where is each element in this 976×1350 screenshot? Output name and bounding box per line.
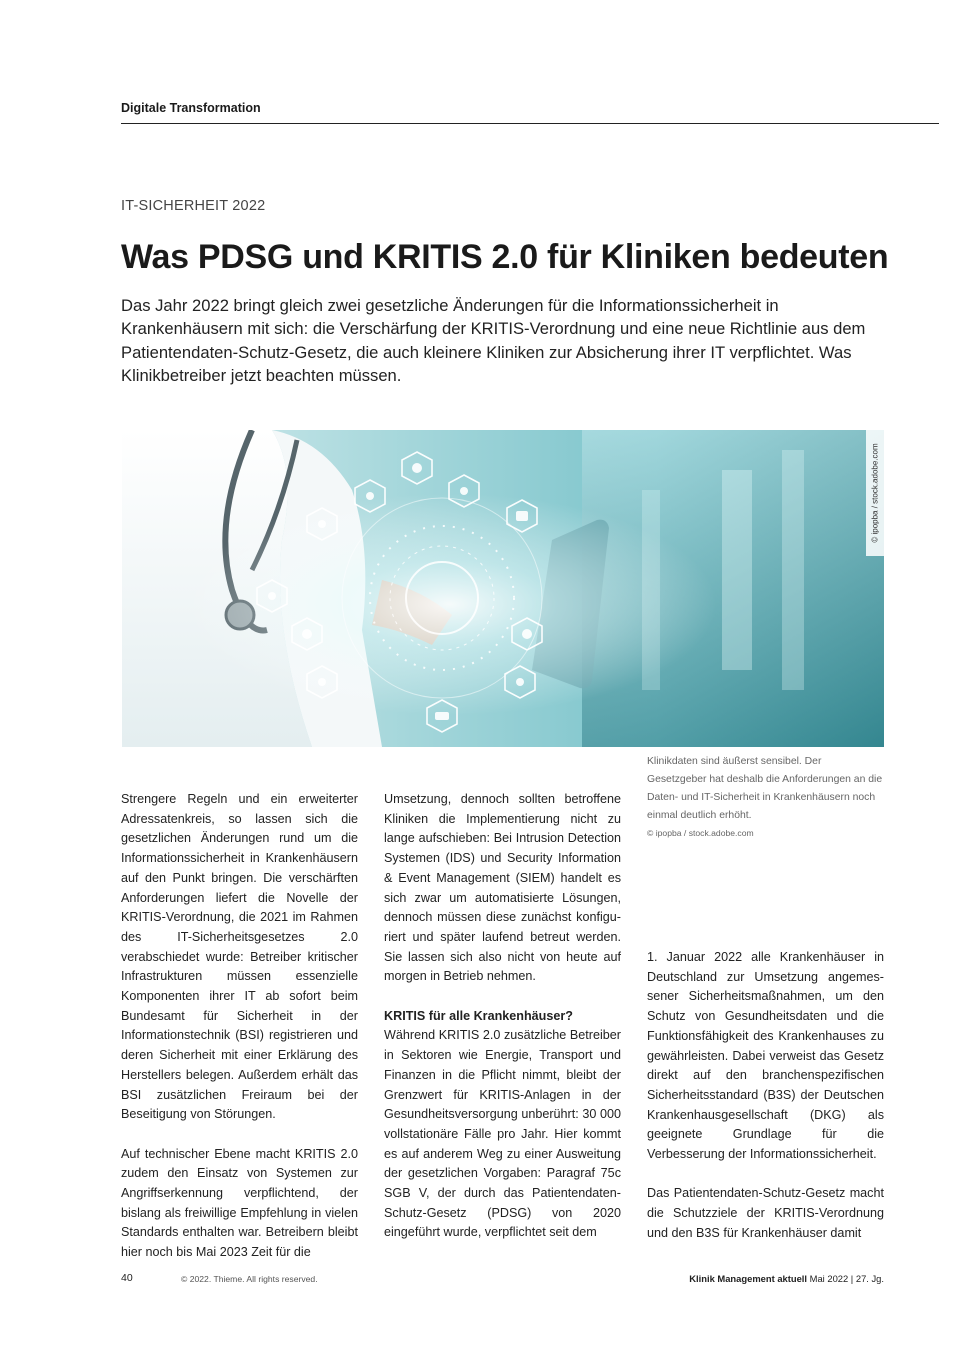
caption-text: Klinikdaten sind äußerst sensibel. Der Gesetzgeber hat deshalb die Anforderungen an die Daten- und IT-Sicherheit in Krankenhäusern noch einmal deutlich erhöht. bbox=[647, 756, 883, 821]
figure-caption bbox=[647, 753, 883, 841]
paragraph: Das Patientendaten-Schutz-Gesetz macht die Schutzziele der KRITIS-Verordnung und den B3S für Krankenhäuser damit bbox=[647, 1186, 884, 1240]
image-credit: © ipopba / stock.adobe.com bbox=[866, 430, 884, 556]
body-column-2 bbox=[384, 790, 621, 1243]
paragraph: Während KRITIS 2.0 zusätzliche Betreiber in Sektoren wie Energie, Transport und Finanzen in die Pflicht nimmt, bleibt der Grenzwert für KRITIS-Anlagen in der Gesundheitsversorgung unberührt: 30 000 vollstationäre Fälle pro Jahr. Hier kommt es auf anderem Weg zu einer Ausweitung der gesetzlichen Vorgaben: Paragraf 75c SGB V, der durch das Patientendaten-Schutz-Gesetz (PDSG) von 2020 eingeführt wurde, verpflichtet seit dem bbox=[384, 1028, 621, 1240]
journal-info bbox=[689, 1273, 884, 1284]
article-title: Was PDSG und KRITIS 2.0 für Kliniken bedeuten bbox=[121, 238, 889, 276]
subheading-paragraph bbox=[384, 1007, 621, 1243]
journal-name: Klinik Management aktuell bbox=[689, 1273, 808, 1284]
hero-image bbox=[122, 430, 884, 747]
article-lead: Das Jahr 2022 bringt gleich zwei gesetzliche Änderungen für die Informationssicherheit in Krankenhäusern mit sich: die Verschärfung der KRITIS-Verordnung und eine neue Richtlinie aus dem Patientendaten-Schutz-Gesetz, die auch kleinere Kliniken zur Absicherung ihrer IT verpflichtet. Was Klinikbetreiber jetzt beachten müssen. bbox=[121, 296, 866, 385]
issue-info: Mai 2022 | 27. Jg. bbox=[809, 1273, 884, 1284]
header-rule bbox=[121, 123, 939, 124]
body-column-1 bbox=[121, 790, 358, 1263]
page-number: 40 bbox=[121, 1272, 133, 1284]
paragraph: 1. Januar 2022 alle Krankenhäuser in Deutschland zur Umsetzung angemessener Sicherheitsmaßnahmen, um den Schutz von Gesundheitsdaten und die Funktionsfähigkeit des Krankenhauses zu gewährleisten. Dabei verweist das Gesetz direkt auf den branchenspezifischen Sicherheitsstandard (B3S) der Deutschen Krankenhausgesellschaft (DKG) als geeignete Grundlage für die Verbesserung der Informationssicherheit. bbox=[647, 950, 884, 1162]
body-column-3 bbox=[647, 948, 884, 1244]
copyright: © 2022. Thieme. All rights reserved. bbox=[181, 1274, 318, 1284]
article-kicker: IT-SICHERHEIT 2022 bbox=[121, 198, 266, 214]
paragraph: Strengere Regeln und ein erweiterter Adressatenkreis, so lassen sich die gesetzlichen Änderungen rund um die Informationssicherheit in Krankenhäusern auf den Punkt bringen. Die verschärften Anforderungen liefert die Novelle der KRITIS-Verordnung, die 2021 im Rahmen des IT-Sicherheitsgesetzes 2.0 verabschiedet wurde: Betreiber kritischer Infrastrukturen müssen essenzielle Komponenten ihrer IT ab sofort beim Bundesamt für Sicherheit in der Informationstechnik (BSI) registrieren und deren Sicherheit mit einer Erklärung des Herstellers belegen. Außerdem erhält das BSI zusätzlichen Freiraum bei der Beseitigung von Störungen. bbox=[121, 792, 358, 1122]
subheading: KRITIS für alle Krankenhäuser? bbox=[384, 1008, 573, 1023]
paragraph: Auf technischer Ebene macht KRITIS 2.0 zudem den Einsatz von Systemen zur Angriffserkennung verpflichtend, der bislang als freiwillige Empfehlung in vielen Standards enthalten war. Betreibern bleibt hier noch bis Mai 2023 Zeit für die bbox=[121, 1146, 358, 1260]
paragraph: Umsetzung, dennoch sollten betroffene Kliniken die Implementierung nicht zu lange aufschieben: Bei Intrusion Detection Systemen (IDS) und Security Information & Event Management (SIEM) handelt es sich zwar um automatisierte Lösungen, dennoch müssen diese zunächst konfiguriert und später laufend betreut werden. Sie lassen sich also nicht von heute auf morgen in Betrieb nehmen. bbox=[384, 792, 621, 984]
caption-credit: © ipopba / stock.adobe.com bbox=[647, 828, 754, 838]
section-label: Digitale Transformation bbox=[121, 101, 261, 115]
